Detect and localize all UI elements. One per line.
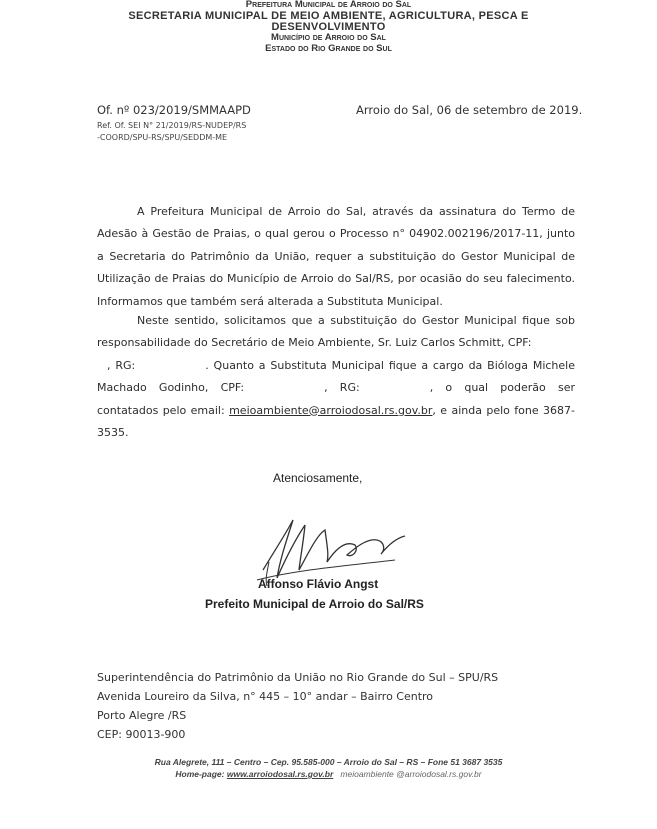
header-estado: Estado do Rio Grande do Sul — [265, 43, 392, 54]
body-paragraph-1: A Prefeitura Municipal de Arroio do Sal, através da assinatura do Termo de Adesão à Gestão de Praias, o qual gerou o Processo n° 04902.002196/2017-11, junto a Secretaria do Patrimônio da União, requer a substituição do Gestor Municipal de Utilização de Praias do Município de Arroio do Sal/RS, por ocasião do seu falecimento. Informamos que também será alterada a Substituta Municipal. — [97, 205, 575, 308]
footer-contacts: Home-page: www.arroiodosal.rs.gov.br meioambiente @arroiodosal.rs.gov.br — [175, 769, 482, 779]
recipient-line-1: Superintendência do Patrimônio da União no Rio Grande do Sul – SPU/RS — [97, 671, 499, 684]
reference-line-1: Ref. Of. SEI N° 21/2019/RS-NUDEP/RS — [97, 121, 247, 130]
reference-line-2: -COORD/SPU-RS/SPU/SEDDM-ME — [97, 133, 228, 142]
body-paragraph-2: Neste sentido, solicitamos que a substituição do Gestor Municipal fique sob responsabilidade do Secretário de Meio Ambiente, Sr. Luiz Carlos Schmitt, CPF: , RG: . Quanto a Substituta Municipal fique a cargo da Bióloga Michele Machado Godinho, CPF: , RG: , o qual poderão ser contatados pelo email: meioambiente@arroiodosal.rs.gov.br, e ainda pelo fone 3687-3535. — [97, 314, 575, 440]
footer-email-link[interactable]: meioambiente @arroiodosal.rs.gov.br — [340, 769, 482, 779]
footer-address: Rua Alegrete, 111 – Centro – Cep. 95.585-000 – Arroio do Sal – RS – Fone 51 3687 3535 — [154, 757, 503, 767]
recipient-line-3: Porto Alegre /RS — [97, 709, 187, 722]
document-date: Arroio do Sal, 06 de setembro de 2019. — [356, 103, 583, 117]
homepage-link[interactable]: www.arroiodosal.rs.gov.br — [226, 769, 334, 779]
header-secretaria-line2: DESENVOLVIMENTO — [271, 21, 386, 33]
oficio-number: Of. nº 023/2019/SMMAAPD — [97, 103, 251, 117]
contact-email-link[interactable]: meioambiente@arroiodosal.rs.gov.br — [229, 403, 433, 417]
signatory-name: Affonso Flávio Angst — [258, 577, 379, 591]
header-secretaria-line1: SECRETARIA MUNICIPAL DE MEIO AMBIENTE, AGRICULTURA, PESCA E — [128, 10, 529, 22]
header-prefeitura: Prefeitura Municipal de Arroio do Sal — [245, 0, 412, 10]
signatory-title: Prefeito Municipal de Arroio do Sal/RS — [205, 597, 424, 611]
header-municipio: Município de Arroio do Sal — [271, 32, 386, 43]
header-secretaria — [0, 11, 657, 33]
recipient-line-2: Avenida Loureiro da Silva, n° 445 – 10° andar – Bairro Centro — [97, 690, 434, 703]
recipient-line-4: CEP: 90013-900 — [97, 728, 186, 741]
closing-salutation: Atenciosamente, — [273, 471, 363, 485]
